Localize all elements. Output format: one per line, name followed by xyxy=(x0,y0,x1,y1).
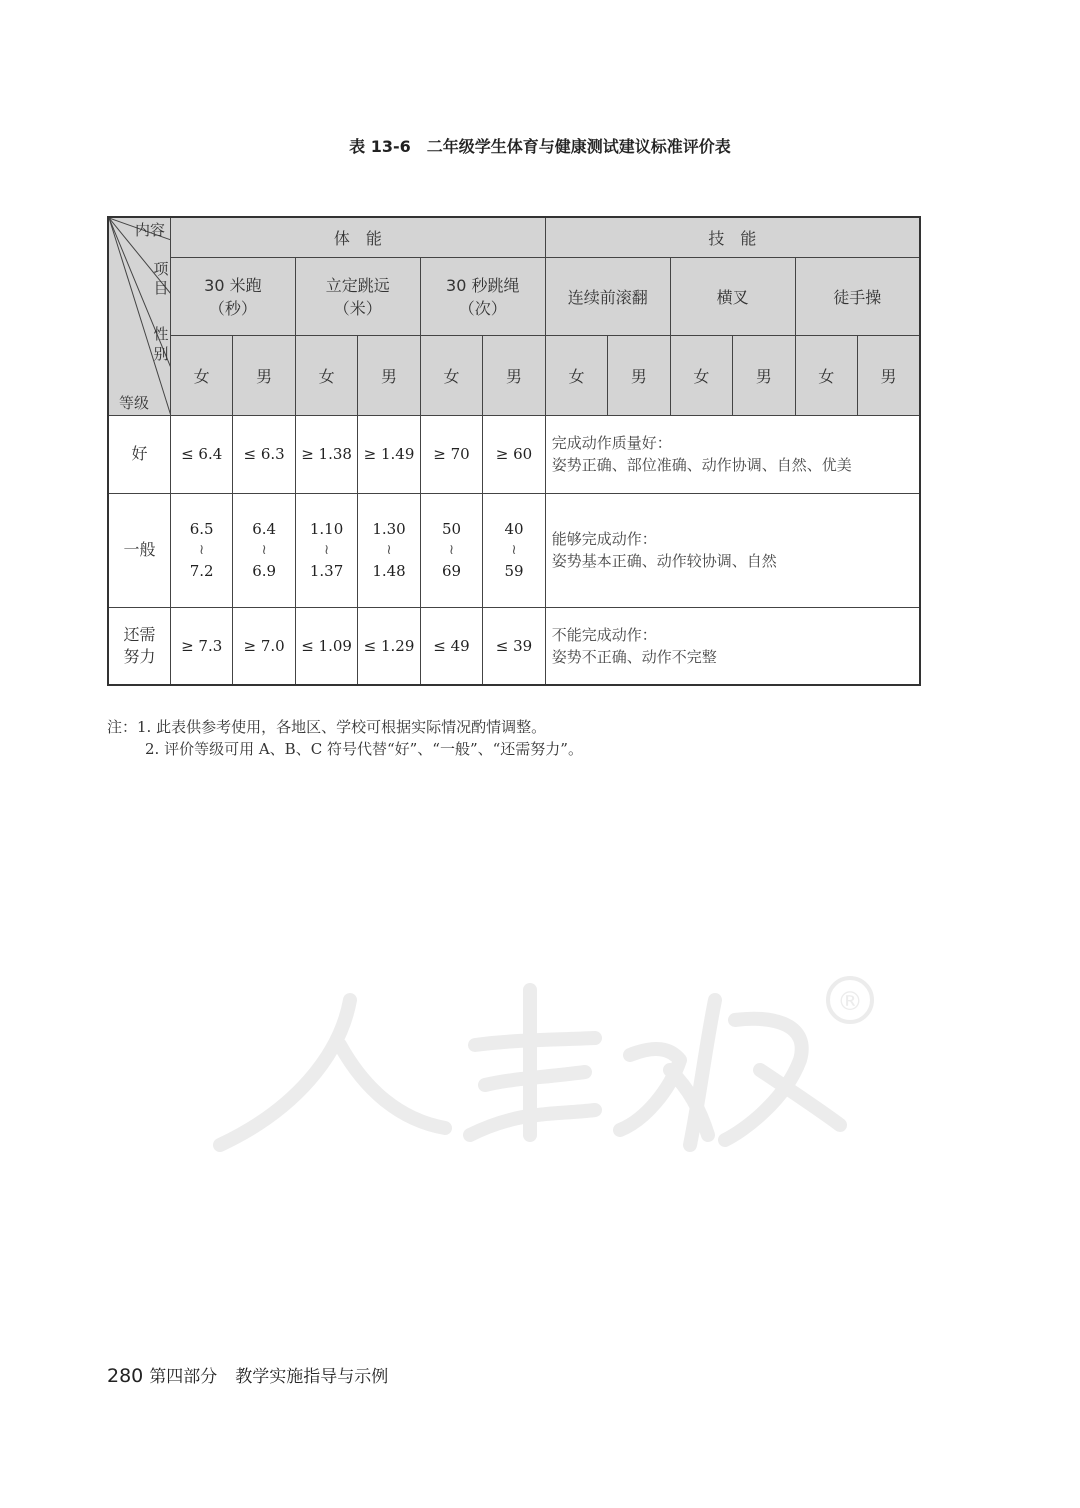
value-cell: ≥ 1.49 xyxy=(358,415,420,493)
range-cell xyxy=(170,493,232,607)
skill-description-cell xyxy=(545,607,920,685)
watermark-registered-mark: ® xyxy=(837,987,863,1017)
range-from: 40 xyxy=(504,520,524,538)
item-name: 30 秒跳绳 xyxy=(446,276,520,295)
range-cell xyxy=(233,493,295,607)
skill-description-cell xyxy=(545,493,920,607)
description-line: 姿势基本正确、动作较协调、自然 xyxy=(551,552,777,570)
range-tilde: ≀ xyxy=(386,542,392,558)
item-unit: （米） xyxy=(333,299,382,318)
range-from: 1.10 xyxy=(309,520,344,538)
range-cell xyxy=(295,493,357,607)
corner-header-cell xyxy=(108,217,170,415)
gender-cell: 女 xyxy=(170,335,232,415)
table-number: 表 13-6 xyxy=(349,137,411,156)
gender-cell: 男 xyxy=(733,335,795,415)
gender-cell: 女 xyxy=(795,335,857,415)
group-header-skill: 技 能 xyxy=(545,217,920,257)
range-from: 6.4 xyxy=(252,520,277,538)
range-tilde: ≀ xyxy=(199,542,205,558)
page-number: 280 xyxy=(107,1365,144,1387)
item-name: 立定跳远 xyxy=(325,276,390,295)
footer-section: 教学实施指导与示例 xyxy=(235,1367,389,1387)
gender-cell: 男 xyxy=(858,335,920,415)
gender-cell: 女 xyxy=(670,335,732,415)
description-line: 不能完成动作： xyxy=(551,625,657,644)
footer-part: 第四部分 xyxy=(149,1367,218,1387)
gender-cell: 男 xyxy=(483,335,546,415)
page-footer xyxy=(107,1362,388,1387)
gender-cell: 男 xyxy=(358,335,420,415)
range-tilde: ≀ xyxy=(261,542,267,558)
corner-item-label: 项目 xyxy=(153,260,169,297)
level-cell: 好 xyxy=(108,415,170,493)
value-cell: ≤ 1.09 xyxy=(295,607,357,685)
corner-content-label: 内容 xyxy=(135,221,166,239)
item-unit: （次） xyxy=(458,299,507,318)
gender-cell: 男 xyxy=(608,335,670,415)
corner-grade-label: 等级 xyxy=(119,394,150,412)
level-cell: 一般 xyxy=(108,493,170,607)
range-cell xyxy=(483,493,546,607)
item-header-side-split: 横叉 xyxy=(670,257,795,335)
range-tilde: ≀ xyxy=(511,542,517,558)
gender-cell: 女 xyxy=(545,335,607,415)
value-cell: ≥ 7.3 xyxy=(170,607,232,685)
item-header-freehand-exercise: 徒手操 xyxy=(795,257,920,335)
item-header-rope-skipping xyxy=(420,257,545,335)
item-name: 30 米跑 xyxy=(204,276,262,295)
range-cell xyxy=(358,493,420,607)
value-cell: ≤ 6.4 xyxy=(170,415,232,493)
note-line: 2. 评价等级可用 A、B、C 符号代替“好”、“一般”、“还需努力”。 xyxy=(145,740,583,758)
range-to: 69 xyxy=(441,562,462,580)
value-cell: ≤ 49 xyxy=(420,607,482,685)
description-line: 姿势不正确、动作不完整 xyxy=(551,647,717,666)
range-to: 1.48 xyxy=(372,562,406,580)
publisher-watermark-logo xyxy=(200,960,890,1164)
corner-gender-label: 性别 xyxy=(153,325,169,363)
value-cell: ≤ 39 xyxy=(483,607,546,685)
evaluation-table xyxy=(107,216,921,686)
value-cell: ≤ 1.29 xyxy=(358,607,420,685)
range-to: 1.37 xyxy=(309,562,344,580)
item-header-standing-jump xyxy=(295,257,420,335)
range-tilde: ≀ xyxy=(448,542,455,558)
level-line: 努力 xyxy=(123,646,156,666)
range-to: 7.2 xyxy=(189,562,214,580)
range-to: 59 xyxy=(504,562,524,580)
table-row-average xyxy=(108,493,920,607)
range-to: 6.9 xyxy=(252,562,277,580)
range-from: 50 xyxy=(441,520,462,538)
level-line: 还需 xyxy=(123,624,156,644)
table-title: 二年级学生体育与健康测试建议标准评价表 xyxy=(426,137,731,156)
gender-cell: 男 xyxy=(233,335,295,415)
item-header-30m-run xyxy=(170,257,295,335)
item-header-forward-roll: 连续前滚翻 xyxy=(545,257,670,335)
range-tilde: ≀ xyxy=(323,542,330,558)
value-cell: ≤ 6.3 xyxy=(233,415,295,493)
level-cell xyxy=(108,607,170,685)
note-line: 注：1. 此表供参考使用，各地区、学校可根据实际情况酌情调整。 xyxy=(107,718,547,736)
table-row-good xyxy=(108,415,920,493)
table-row-needs-effort xyxy=(108,607,920,685)
table-caption xyxy=(0,134,1080,157)
skill-description-cell xyxy=(545,415,920,493)
value-cell: ≥ 1.38 xyxy=(295,415,357,493)
group-header-fitness: 体 能 xyxy=(170,217,545,257)
item-unit: （秒） xyxy=(208,299,257,318)
range-cell xyxy=(420,493,482,607)
range-from: 1.30 xyxy=(372,520,406,538)
gender-cell: 女 xyxy=(295,335,357,415)
range-from: 6.5 xyxy=(189,520,214,538)
value-cell: ≥ 60 xyxy=(483,415,546,493)
description-line: 完成动作质量好： xyxy=(551,434,672,452)
description-line: 能够完成动作： xyxy=(551,530,657,548)
value-cell: ≥ 7.0 xyxy=(233,607,295,685)
watermark-brush-strokes xyxy=(200,960,890,1160)
table-notes xyxy=(107,716,583,760)
value-cell: ≥ 70 xyxy=(420,415,482,493)
gender-cell: 女 xyxy=(420,335,482,415)
diagonal-lines xyxy=(109,218,170,415)
description-line: 姿势正确、部位准确、动作协调、自然、优美 xyxy=(551,456,852,474)
